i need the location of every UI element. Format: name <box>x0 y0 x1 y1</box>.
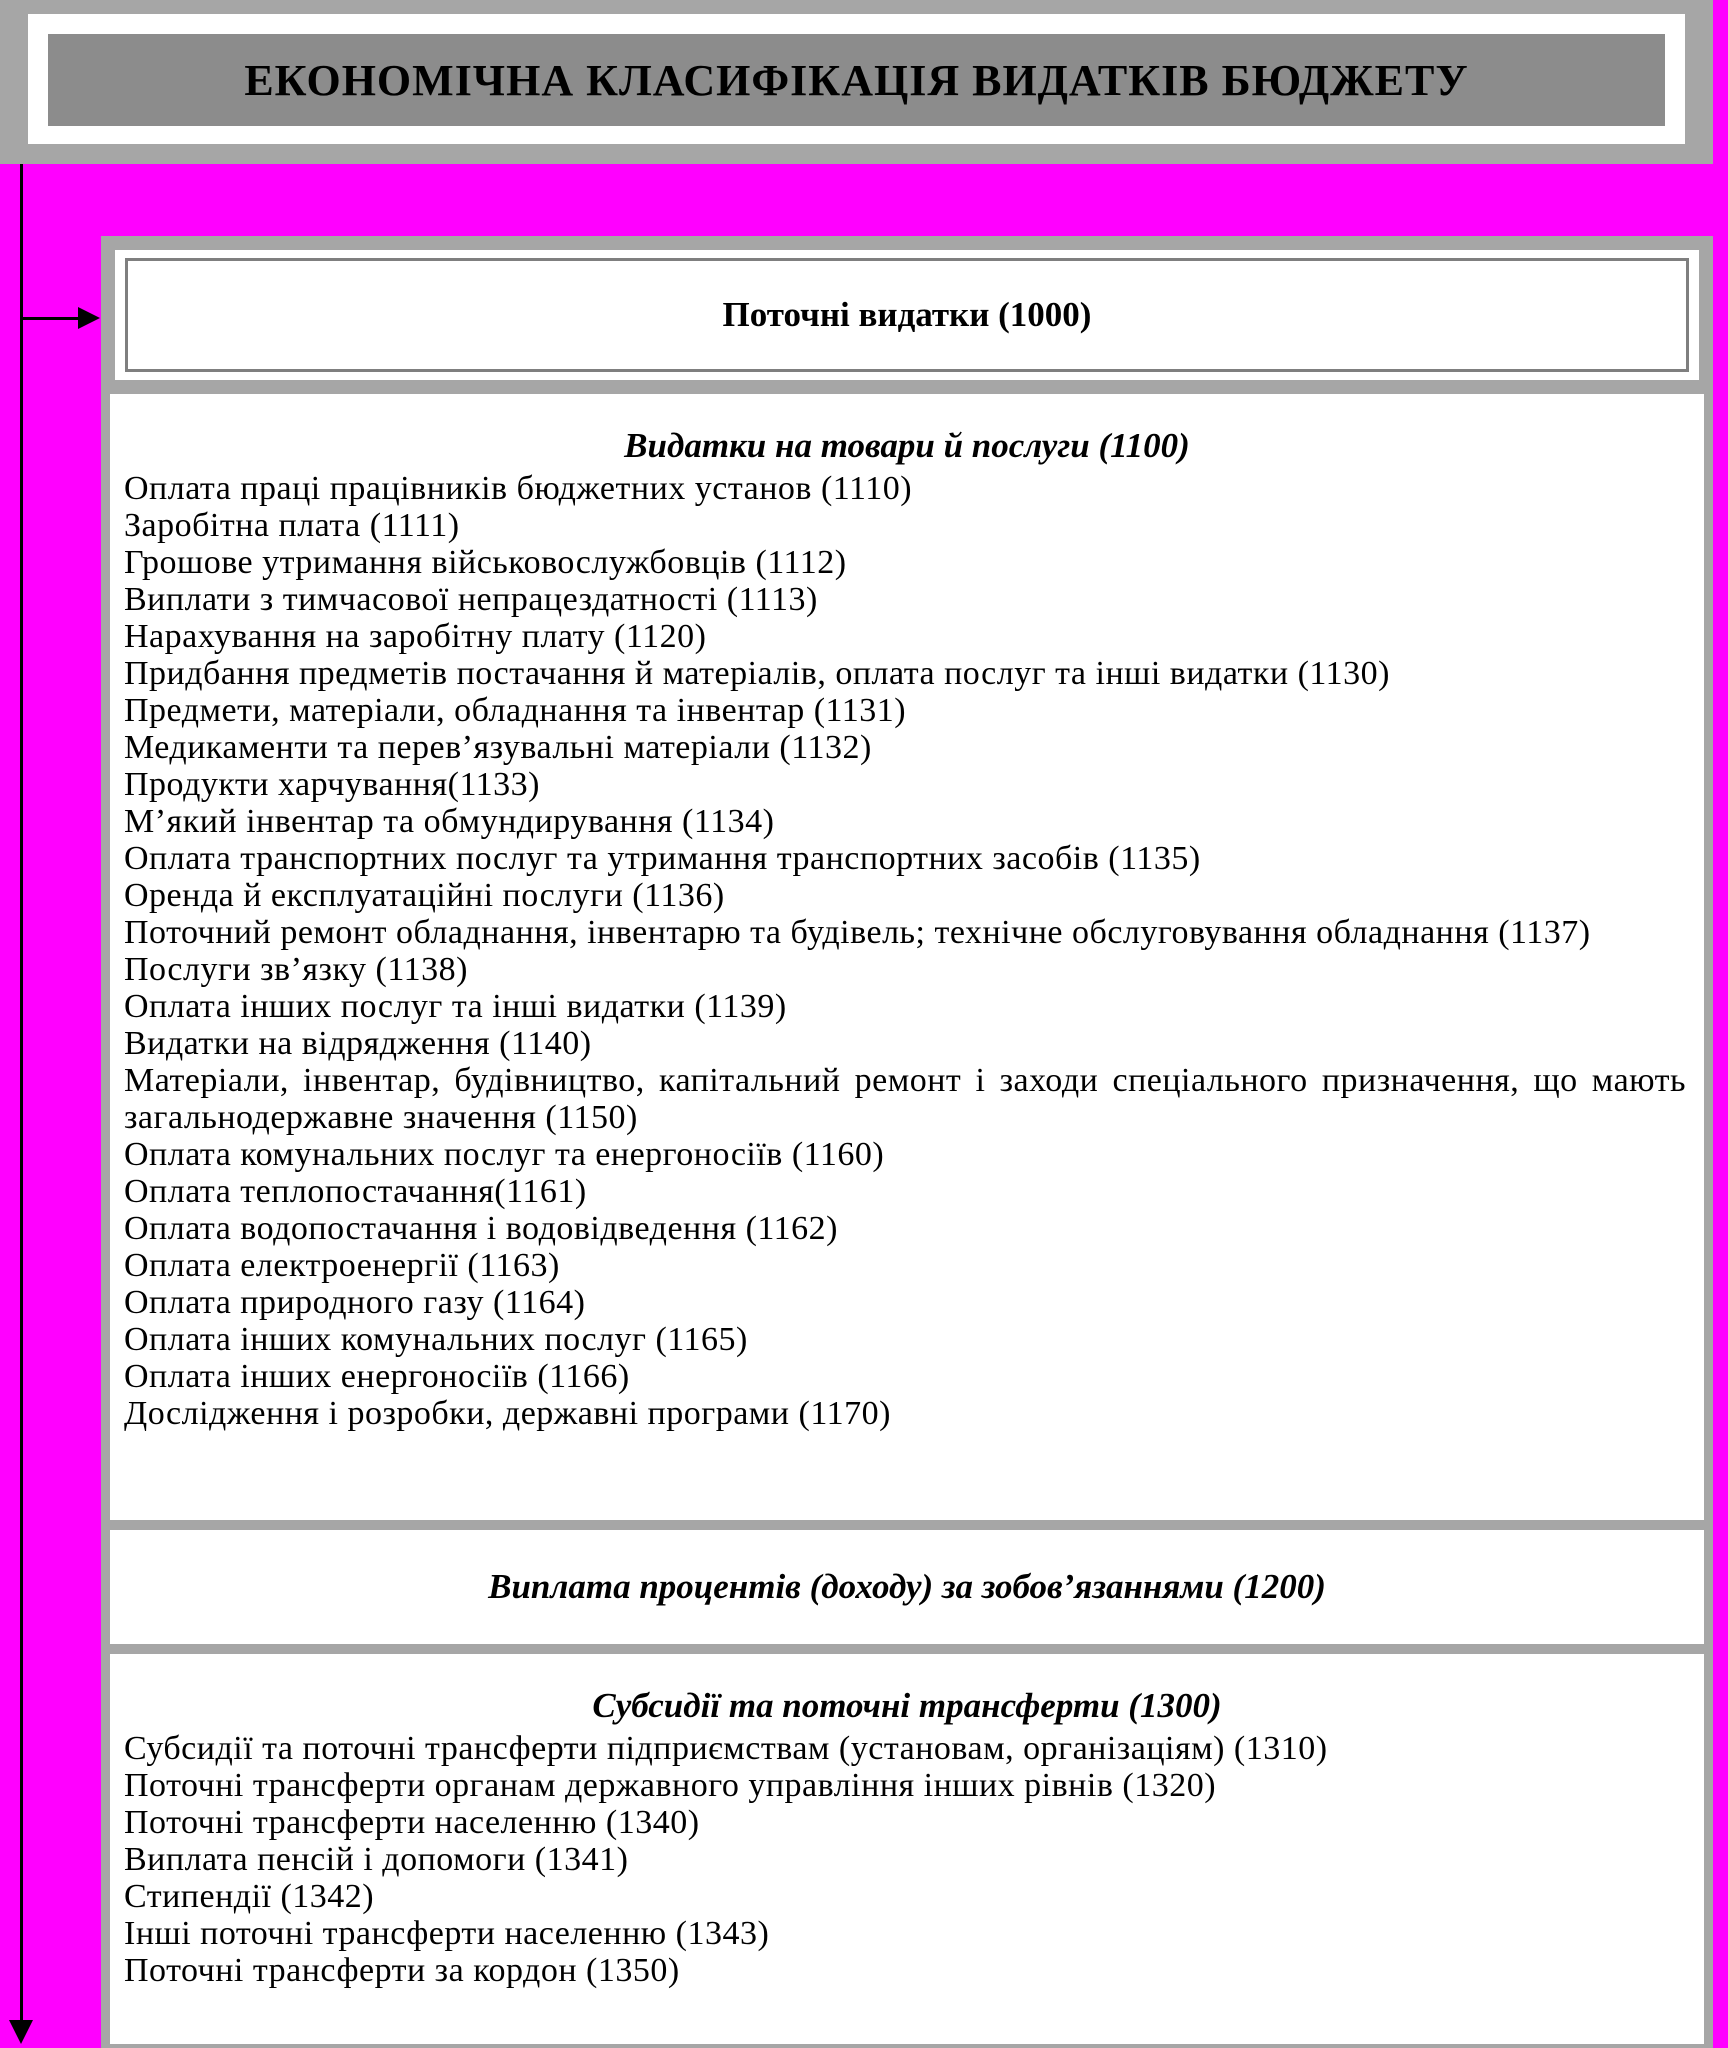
goods-services-title: Видатки на товари й послуги (1100) <box>624 426 1190 465</box>
list-item: Оплата інших енергоносіїв (1166) <box>124 1358 630 1395</box>
list-item: Поточний ремонт обладнання, інвентарю та будівель; технічне обслуговування обладнання (1137) <box>124 914 1591 951</box>
connector-horizontal-line <box>22 317 82 320</box>
diagram-title: ЕКОНОМІЧНА КЛАСИФІКАЦІЯ ВИДАТКІВ БЮДЖЕТУ <box>48 34 1665 126</box>
list-item: Продукти харчування(1133) <box>124 766 541 803</box>
list-item: Поточні трансферти населенню (1340) <box>124 1804 700 1841</box>
list-item: Виплата пенсій і допомоги (1341) <box>124 1841 629 1878</box>
list-item: Оплата теплопостачання(1161) <box>124 1173 587 1210</box>
subsidies-list <box>124 1730 1686 1989</box>
goods-services-box <box>110 394 1704 1520</box>
connector-vertical-line <box>20 164 23 2022</box>
current-expenses-box <box>115 250 1699 380</box>
subsidies-box <box>110 1654 1704 2044</box>
list-item: Дослідження і розробки, державні програми (1170) <box>124 1395 891 1432</box>
list-item: Предмети, матеріали, обладнання та інвентар (1131) <box>124 692 907 729</box>
list-item: Оплата водопостачання і водовідведення (1162) <box>124 1210 838 1247</box>
interest-box <box>110 1530 1704 1644</box>
list-item: Субсидії та поточні трансферти підприємствам (установам, організаціям) (1310) <box>124 1730 1328 1767</box>
list-item: Оплата праці працівників бюджетних установ (1110) <box>124 470 913 507</box>
list-item: Оплата інших комунальних послуг (1165) <box>124 1321 748 1358</box>
list-item: Оплата комунальних послуг та енергоносіїв (1160) <box>124 1136 885 1173</box>
list-item: Виплати з тимчасової непрацездатності (1113) <box>124 581 818 618</box>
arrow-down-icon <box>9 2020 33 2044</box>
list-item: Матеріали, інвентар, будівництво, капітальний ремонт і заходи спеціального призначення, що мають загальнодержавне значення (1150) <box>124 1062 1686 1136</box>
list-item: Нарахування на заробітну плату (1120) <box>124 618 707 655</box>
list-item: Медикаменти та перев’язувальні матеріали (1132) <box>124 729 872 766</box>
list-item: Оренда й експлуатаційні послуги (1136) <box>124 877 725 914</box>
list-item: Придбання предметів постачання й матеріалів, оплата послуг та інші видатки (1130) <box>124 655 1390 692</box>
list-item: Послуги зв’язку (1138) <box>124 951 468 988</box>
list-item: М’який інвентар та обмундирування (1134) <box>124 803 775 840</box>
list-item: Стипендії (1342) <box>124 1878 375 1915</box>
list-item: Поточні трансферти за кордон (1350) <box>124 1952 680 1989</box>
list-item: Інші поточні трансферти населенню (1343) <box>124 1915 770 1952</box>
list-item: Оплата транспортних послуг та утримання транспортних засобів (1135) <box>124 840 1201 877</box>
list-item: Видатки на відрядження (1140) <box>124 1025 592 1062</box>
current-expenses-label: Поточні видатки (1000) <box>722 295 1092 334</box>
goods-services-list <box>124 470 1686 1432</box>
list-item: Оплата природного газу (1164) <box>124 1284 586 1321</box>
list-item: Заробітна плата (1111) <box>124 507 460 544</box>
subsidies-title: Субсидії та поточні трансферти (1300) <box>592 1686 1222 1725</box>
list-item: Грошове утримання військовослужбовців (1112) <box>124 544 847 581</box>
interest-title: Виплата процентів (доходу) за зобов’язаннями (1200) <box>488 1567 1326 1606</box>
arrow-right-icon <box>78 307 100 329</box>
list-item: Оплата електроенергії (1163) <box>124 1247 560 1284</box>
list-item: Поточні трансферти органам державного управління інших рівнів (1320) <box>124 1767 1217 1804</box>
list-item: Оплата інших послуг та інші видатки (1139) <box>124 988 787 1025</box>
